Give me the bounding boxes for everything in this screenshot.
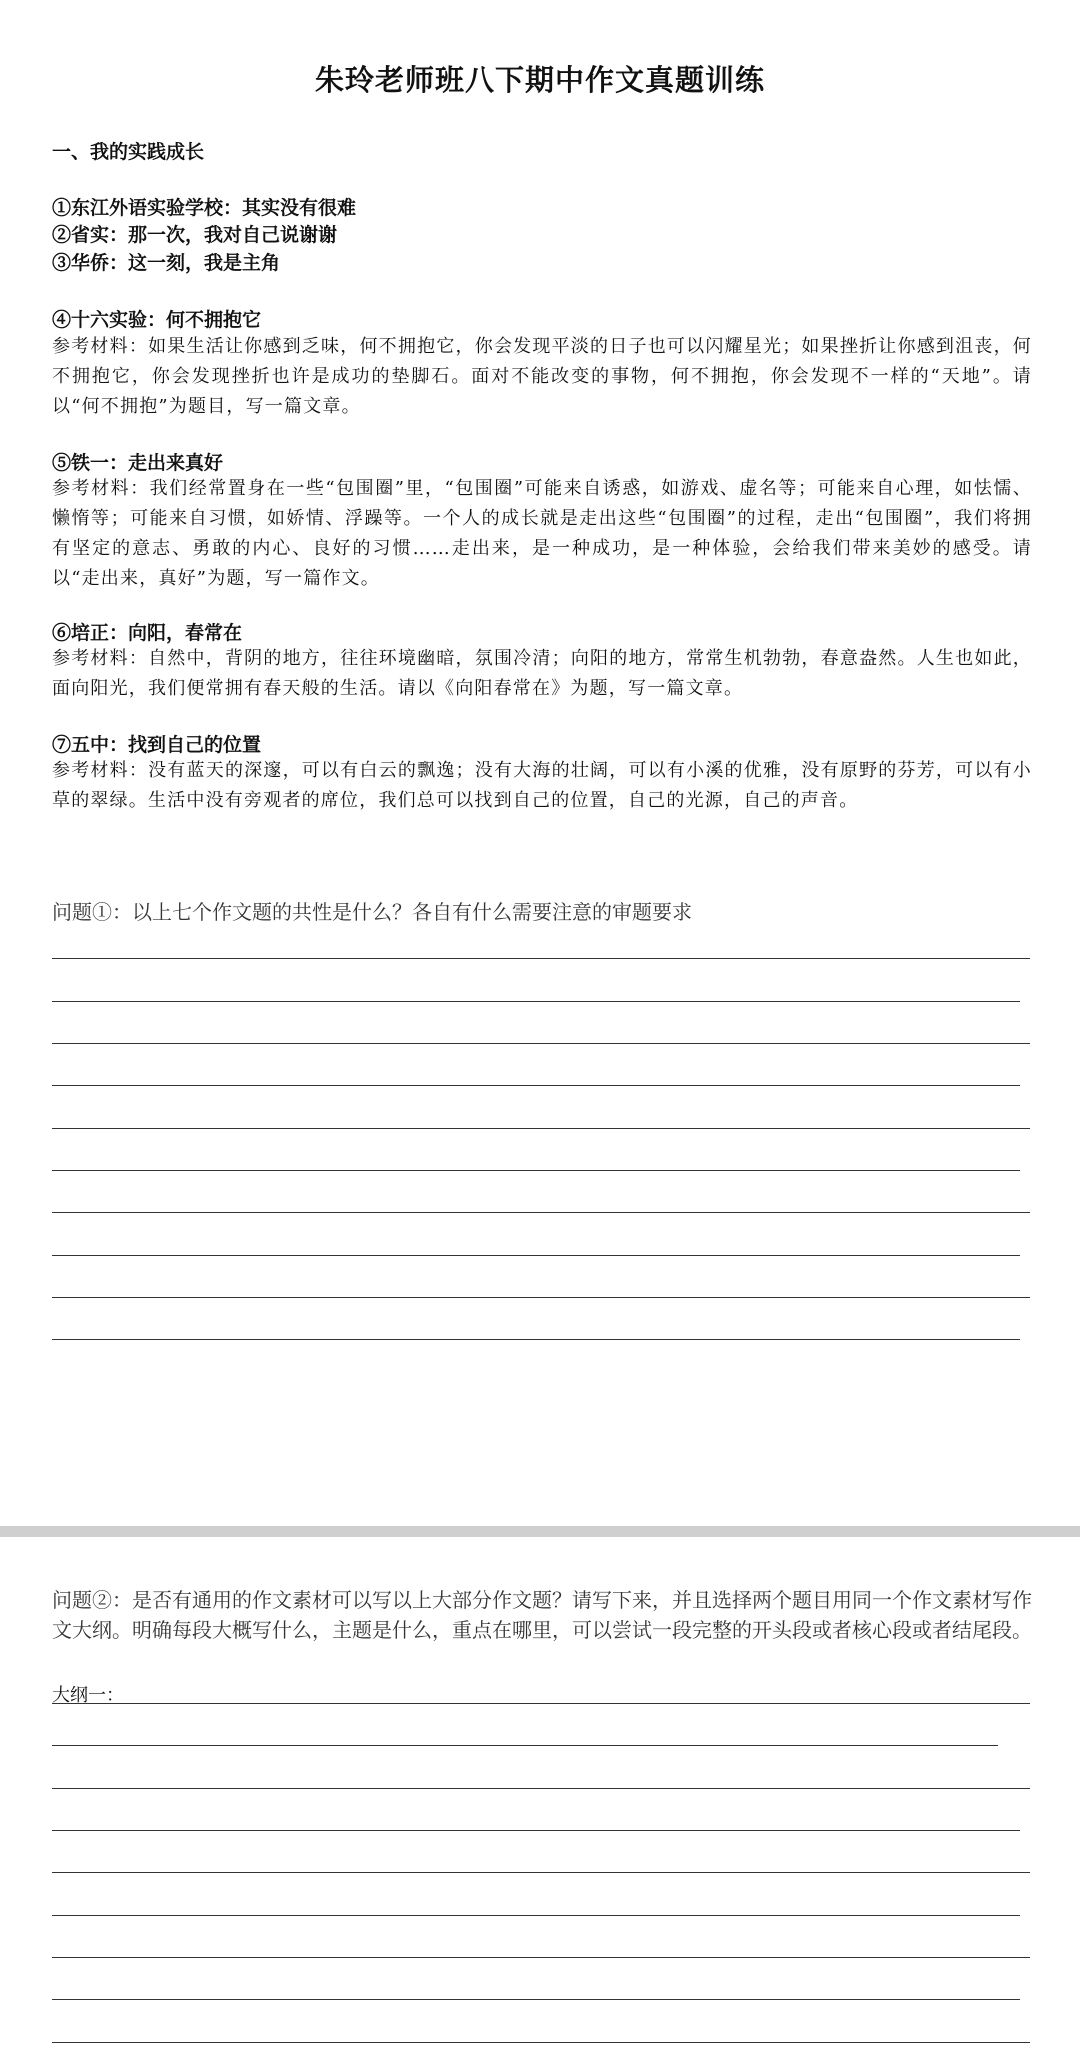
answer-line[interactable] <box>52 1128 1030 1129</box>
page-divider <box>0 1526 1080 1537</box>
prompt-material-6: 参考材料：自然中，背阴的地方，往往环境幽暗，氛围冷清；向阳的地方，常常生机勃勃，春意盎然。人生也如此，面向阳光，我们便常拥有春天般的生活。请以《向阳春常在》为题，写一篇文章。 <box>52 648 1032 699</box>
prompt-title-1: ①东江外语实验学校：其实没有很难 <box>52 197 357 219</box>
outline-line[interactable] <box>52 1915 1020 1916</box>
outline-line[interactable] <box>52 1745 998 1746</box>
answer-line[interactable] <box>52 1043 1030 1044</box>
section-heading: 一、我的实践成长 <box>52 141 205 163</box>
prompt-title-3: ③华侨：这一刻，我是主角 <box>52 252 281 274</box>
outline-line[interactable] <box>52 2042 1030 2043</box>
outline-label: 大纲一： <box>52 1685 124 1706</box>
outline-line[interactable] <box>52 1830 1020 1831</box>
prompt-material-4: 参考材料：如果生活让你感到乏味，何不拥抱它，你会发现平淡的日子也可以闪耀星光；如果挫折让你感到沮丧，何不拥抱它，你会发现挫折也许是成功的垫脚石。面对不能改变的事物，何不拥抱，你会发现不一样的“天地”。请以“何不拥抱”为题目，写一篇文章。 <box>52 336 1032 417</box>
prompt-material-7: 参考材料：没有蓝天的深邃，可以有白云的飘逸；没有大海的壮阔，可以有小溪的优雅，没有原野的芬芳，可以有小草的翠绿。生活中没有旁观者的席位，我们总可以找到自己的位置，自己的光源，自己的声音。 <box>52 760 1032 811</box>
outline-line[interactable] <box>52 1999 1020 2000</box>
answer-line[interactable] <box>52 1170 1020 1171</box>
prompt-title-2: ②省实：那一次，我对自己说谢谢 <box>52 224 338 246</box>
outline-line[interactable] <box>52 1957 1030 1958</box>
answer-line[interactable] <box>52 1212 1030 1213</box>
question-2: 问题②：是否有通用的作文素材可以写以上大部分作文题？请写下来，并且选择两个题目用同一个作文素材写作文大纲。明确每段大概写什么，主题是什么，重点在哪里，可以尝试一段完整的开头段或者核心段或者结尾段。 <box>52 1588 1032 1642</box>
answer-line[interactable] <box>52 1297 1030 1298</box>
page-title: 朱玲老师班八下期中作文真题训练 <box>314 63 765 97</box>
answer-line[interactable] <box>52 1085 1020 1086</box>
answer-line[interactable] <box>52 1339 1020 1340</box>
outline-line[interactable] <box>52 1872 1030 1873</box>
prompt-title-5: ⑤铁一：走出来真好 <box>52 452 224 474</box>
answer-line[interactable] <box>52 1001 1020 1002</box>
answer-line[interactable] <box>52 1255 1020 1256</box>
outline-line[interactable] <box>52 1788 1030 1789</box>
answer-line[interactable] <box>52 958 1030 959</box>
outline-line[interactable] <box>52 1703 1030 1704</box>
prompt-title-6: ⑥培正：向阳，春常在 <box>52 622 243 644</box>
worksheet-page-2 <box>0 1537 1080 2066</box>
prompt-title-7: ⑦五中：找到自己的位置 <box>52 734 262 756</box>
question-1: 问题①：以上七个作文题的共性是什么？各自有什么需要注意的审题要求 <box>52 900 692 924</box>
prompt-title-4: ④十六实验：何不拥抱它 <box>52 309 262 331</box>
prompt-material-5: 参考材料：我们经常置身在一些“包围圈”里，“包围圈”可能来自诱惑，如游戏、虚名等；可能来自心理，如怯懦、懒惰等；可能来自习惯，如娇情、浮躁等。一个人的成长就是走出这些“包围圈”的过程，走出“包围圈”，我们将拥有坚定的意志、勇敢的内心、良好的习惯……走出来，是一种成功，是一种体验，会给我们带来美妙的感受。请以“走出来，真好”为题，写一篇作文。 <box>52 478 1032 589</box>
